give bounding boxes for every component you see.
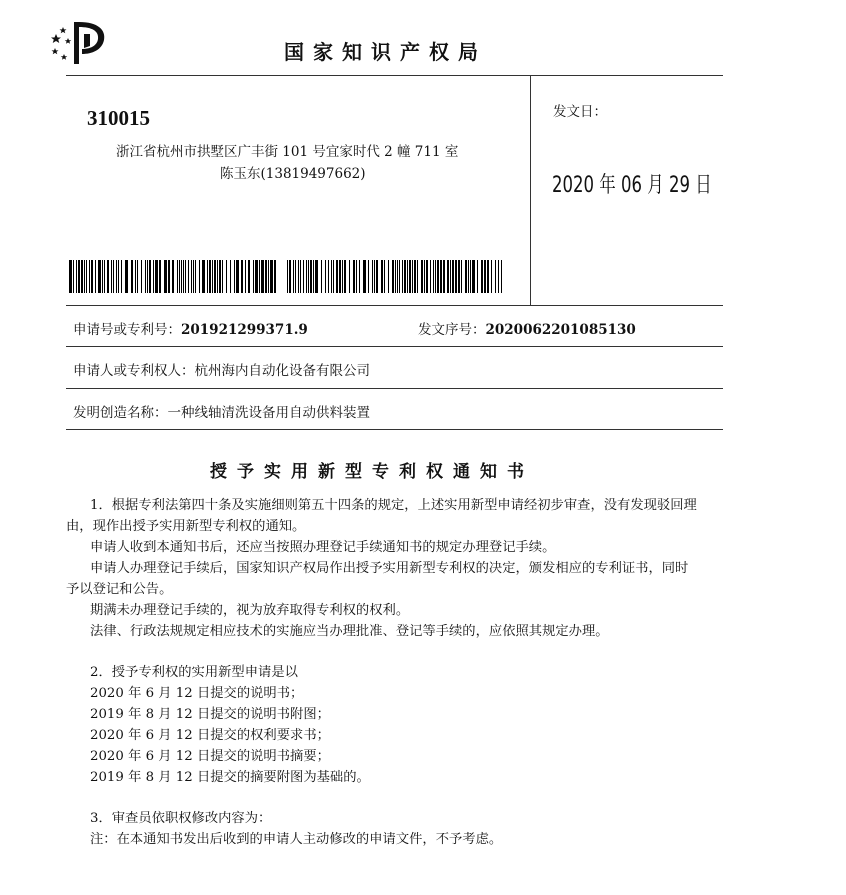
header-divider [66,75,723,76]
section-2 [66,662,726,788]
para-3-line-1: 申请人办理登记手续后，国家知识产权局作出授予实用新型专利权的决定，颁发相应的专利证书，同时 [90,561,689,576]
section-3 [66,808,726,850]
barcode-1 [69,260,278,293]
divider-row-1 [66,346,723,347]
barcode-2 [287,260,502,293]
divider-row-3 [66,429,723,430]
para-2: 申请人收到本通知书后，还应当按照办理登记手续通知书的规定办理登记手续。 [90,540,556,555]
issue-date: 2020 年 06 月 29 日 [552,173,712,198]
para-3-line-2: 予以登记和公告。 [66,582,173,597]
divider-row-2 [66,388,723,389]
issue-date-label: 发文日： [553,104,607,120]
invention-name: 一种线轴清洗设备用自动供料装置 [167,405,370,421]
section-3-title: 3．审查员依职权修改内容为： [90,811,272,826]
address-date-divider [530,75,531,305]
serial-number: 2020062201085130 [485,322,636,338]
agency-name: 国家知识产权局 [284,40,487,64]
applicant-label: 申请人或专利权人： [73,363,195,379]
list-item: 2020 年 6 月 12 日提交的权利要求书； [90,728,330,743]
postcode: 310015 [87,106,150,130]
list-item: 2020 年 6 月 12 日提交的说明书摘要； [90,749,330,764]
applicant-row [73,359,370,379]
serial-number-row [418,318,636,338]
applicant-name: 杭州海内自动化设备有限公司 [194,363,370,379]
para-5: 法律、行政法规规定相应技术的实施应当办理批准、登记等手续的，应依照其规定办理。 [90,624,609,639]
list-item: 2020 年 6 月 12 日提交的说明书； [90,686,304,701]
recipient-contact: 陈玉东(13819497662) [220,166,366,182]
list-item: 2019 年 8 月 12 日提交的说明书附图； [90,707,330,722]
application-number-row [73,318,308,338]
para-1-line-1: 1．根据专利法第四十条及实施细则第五十四条的规定，上述实用新型申请经初步审查，没有发现驳回理 [90,498,697,513]
para-4: 期满未办理登记手续的，视为放弃取得专利权的权利。 [90,603,410,618]
note: 注：在本通知书发出后收到的申请人主动修改的申请文件，不予考虑。 [90,832,503,847]
document-title: 授予实用新型专利权通知书 [210,462,534,482]
divider-top-fields [66,305,723,306]
cnipa-logo-icon [46,18,112,66]
application-number: 201921299371.9 [181,322,308,338]
invention-label: 发明创造名称： [73,405,168,421]
section-2-title: 2．授予专利权的实用新型申请是以 [90,665,298,680]
list-item: 2019 年 8 月 12 日提交的摘要附图为基础的。 [90,770,370,785]
recipient-address: 浙江省杭州市拱墅区广丰街 101 号宜家时代 2 幢 711 室 [116,144,459,160]
application-number-label: 申请号或专利号： [73,322,181,338]
serial-number-label: 发文序号： [418,322,486,338]
section-1 [66,495,726,642]
invention-row [73,401,370,421]
para-1-line-2: 由，现作出授予实用新型专利权的通知。 [66,519,306,534]
